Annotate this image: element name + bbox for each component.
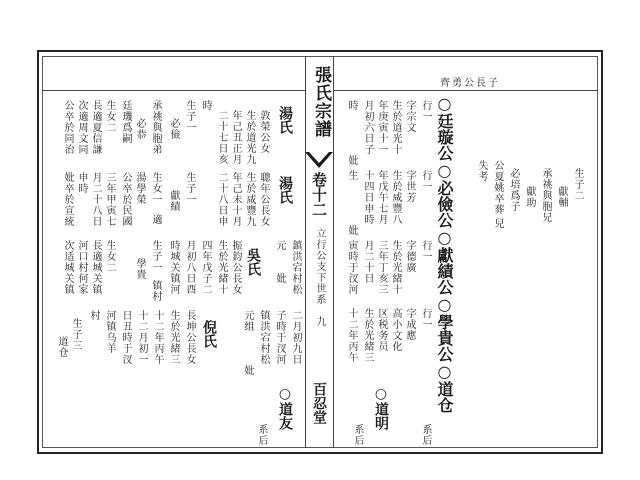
tang1-3: 年己丑正月 bbox=[230, 110, 241, 165]
entry-d-6: 十二年丙午 bbox=[346, 308, 357, 363]
entry-daoyou: ○道友 bbox=[277, 386, 293, 430]
wu-5: 四年戊子二 bbox=[200, 240, 211, 295]
note-g5: 必培爲子 bbox=[508, 168, 519, 212]
entry-c-5: 月二十日 bbox=[362, 240, 373, 284]
ni-1: 二月初九日 bbox=[290, 310, 301, 365]
tang1-9: 必恭 bbox=[134, 118, 145, 140]
entry-daoming-note: 系后 bbox=[352, 424, 363, 446]
ni-2: 子時于汊河 bbox=[274, 310, 285, 365]
entry-a-6: 時 妣 bbox=[346, 100, 357, 166]
tang2-11: 三年甲寅七 bbox=[104, 172, 115, 227]
entry-c-4: 三年丁亥三 bbox=[376, 240, 387, 295]
entry-c-2: 字德廣 bbox=[404, 240, 415, 273]
ni-12: 生子三 bbox=[70, 318, 81, 351]
fishtail-mark-inner bbox=[309, 152, 329, 163]
ni-9: 日丑時于汊 bbox=[120, 310, 131, 365]
entry-d-1: 行一 bbox=[420, 308, 431, 330]
left-header-rule bbox=[42, 90, 305, 91]
ni-8: 十二月初一 bbox=[136, 310, 147, 365]
section-wu: 吳氏 bbox=[245, 248, 261, 276]
wu-10: 镇村 bbox=[150, 280, 161, 302]
tang2-10: 公卒於民國 bbox=[120, 172, 131, 227]
entry-a-1: 行一 bbox=[420, 100, 431, 122]
note-g4: 獻助 bbox=[524, 186, 535, 208]
entry-a-2: 字宗文 bbox=[404, 100, 415, 133]
tang2-7: 生女一 bbox=[150, 172, 161, 205]
wu-8: 生子一 bbox=[150, 240, 161, 273]
tang1-10: 廷璣爲嗣 bbox=[120, 100, 131, 144]
wu-3: 振鈞公長女 bbox=[230, 240, 241, 295]
tang1-6: 生子一 bbox=[184, 100, 195, 133]
tang2-8: 適 bbox=[150, 214, 161, 225]
entry-a-5: 月初六日子 bbox=[362, 100, 373, 155]
entry-b-6: 生 妣 bbox=[346, 170, 357, 236]
entry-c-6: 寅時于汊河 bbox=[346, 240, 357, 295]
spine-left-rule bbox=[305, 56, 306, 448]
entry-d-3: 高小文化 bbox=[390, 308, 401, 352]
spine-right-rule bbox=[333, 56, 334, 448]
entry-daoyou-note: 系后 bbox=[256, 424, 267, 446]
tang2-4: 二十八日申 bbox=[216, 172, 227, 227]
ni-6: 生於光緒三 bbox=[168, 310, 179, 365]
ni-11: 村 bbox=[88, 310, 99, 321]
tang2-1: 聰年公長女 bbox=[258, 172, 269, 227]
note-g8: 失考 bbox=[476, 160, 487, 182]
wu-6: 月初八日酉 bbox=[184, 240, 195, 295]
entry-c-3: 生於光緒十 bbox=[390, 240, 401, 295]
section-tang-1: 湯氏 bbox=[277, 106, 293, 134]
wu-14: 次适城关镇 bbox=[62, 240, 73, 295]
tang2-3: 年己未十月 bbox=[230, 172, 241, 227]
tang2-6: 獻績 bbox=[168, 190, 179, 212]
right-page-header: 齊勇公長子 bbox=[440, 78, 500, 89]
tang1-4: 二十七日亥 bbox=[216, 110, 227, 165]
tang1-14: 公卒於同治 bbox=[62, 100, 73, 155]
section-ni: 倪氏 bbox=[201, 320, 217, 348]
tang1-8: 承祧與胞弟 bbox=[150, 100, 161, 155]
spine-hall-name: 百忍堂 bbox=[311, 382, 327, 424]
entry-d-5: 生於光緒三 bbox=[362, 308, 373, 363]
wu-9: 學貴 bbox=[134, 258, 145, 280]
right-header-rule bbox=[333, 90, 598, 91]
spine-title: 張氏宗譜 bbox=[311, 66, 331, 138]
wu-4: 生於光緒十 bbox=[216, 240, 227, 295]
entry-b-4: 年戊午七月 bbox=[376, 170, 387, 225]
entry-a-3: 生於道光十 bbox=[390, 100, 401, 155]
tang1-1: 敦榮公女 bbox=[258, 110, 269, 154]
tang2-5: 生子一 bbox=[184, 172, 195, 205]
entry-d-2: 字成應 bbox=[404, 308, 415, 341]
tang1-11: 生女二 bbox=[104, 100, 115, 133]
spine-volume: 卷十二 bbox=[310, 172, 328, 217]
entry-daoming: ○道明 bbox=[373, 386, 389, 430]
note-g3: 承祧與胞兄 bbox=[540, 168, 551, 223]
tang1-13: 次適周文同 bbox=[76, 100, 87, 155]
wu-7: 時城关镇河 bbox=[168, 240, 179, 295]
ni-3: 镇洪宕村松 bbox=[258, 310, 269, 365]
entry-c-1: 行一 bbox=[420, 240, 431, 262]
wu-1: 鎮洪宕村松 bbox=[290, 240, 301, 295]
entry-d-4: 区税务员 bbox=[376, 308, 387, 352]
ni-4: 元组 妣 bbox=[242, 310, 253, 376]
tang1-5: 時 bbox=[200, 100, 211, 111]
entry-b-5: 十四日申時 bbox=[362, 170, 373, 225]
entry-daocang-note: 系后 bbox=[420, 424, 431, 446]
ni-10: 河镇乌羊 bbox=[104, 310, 115, 354]
wu-11: 生女二 bbox=[104, 240, 115, 273]
ni-7: 十二年丙午 bbox=[152, 310, 163, 365]
tang2-2: 生於咸豐九 bbox=[244, 172, 255, 227]
wu-2: 元 妣 bbox=[274, 240, 285, 284]
entry-b-3: 生於咸豐八 bbox=[390, 170, 401, 225]
entry-b-1: 行一 bbox=[420, 170, 431, 192]
note-g6: 兒 bbox=[492, 218, 503, 229]
tang1-2: 生於道光九 bbox=[244, 110, 255, 165]
ni-13: 道仓 bbox=[56, 336, 67, 358]
tang1-7: 必儉 bbox=[168, 118, 179, 140]
tang2-9: 湯學榮 bbox=[134, 172, 145, 205]
tang2-14: 妣卒於宣統 bbox=[62, 172, 73, 227]
main-lineage-line: ○廷璇公○必儉公○獻績公○學貴公○道仓 bbox=[435, 94, 454, 413]
tang2-13: 申時 bbox=[76, 172, 87, 194]
note-g7: 公夏姚卒葬 bbox=[492, 160, 503, 215]
entry-a-4: 年庚寅十一 bbox=[376, 100, 387, 155]
tang1-12: 長適夏信謙 bbox=[90, 100, 101, 155]
wu-13: 河口村何家 bbox=[76, 240, 87, 295]
ni-5: 長坤公長女 bbox=[184, 310, 195, 365]
tang2-12: 月二十八日 bbox=[90, 172, 101, 227]
wu-12: 長適城关镇 bbox=[90, 240, 101, 295]
entry-b-2: 字世芳 bbox=[404, 170, 415, 203]
section-tang-2: 湯氏 bbox=[277, 176, 293, 204]
spine-subtitle: 立行公支下世系 九 bbox=[314, 228, 325, 327]
note-g1: 生子二 bbox=[572, 168, 583, 201]
note-g2: 獻輔 bbox=[556, 186, 567, 208]
